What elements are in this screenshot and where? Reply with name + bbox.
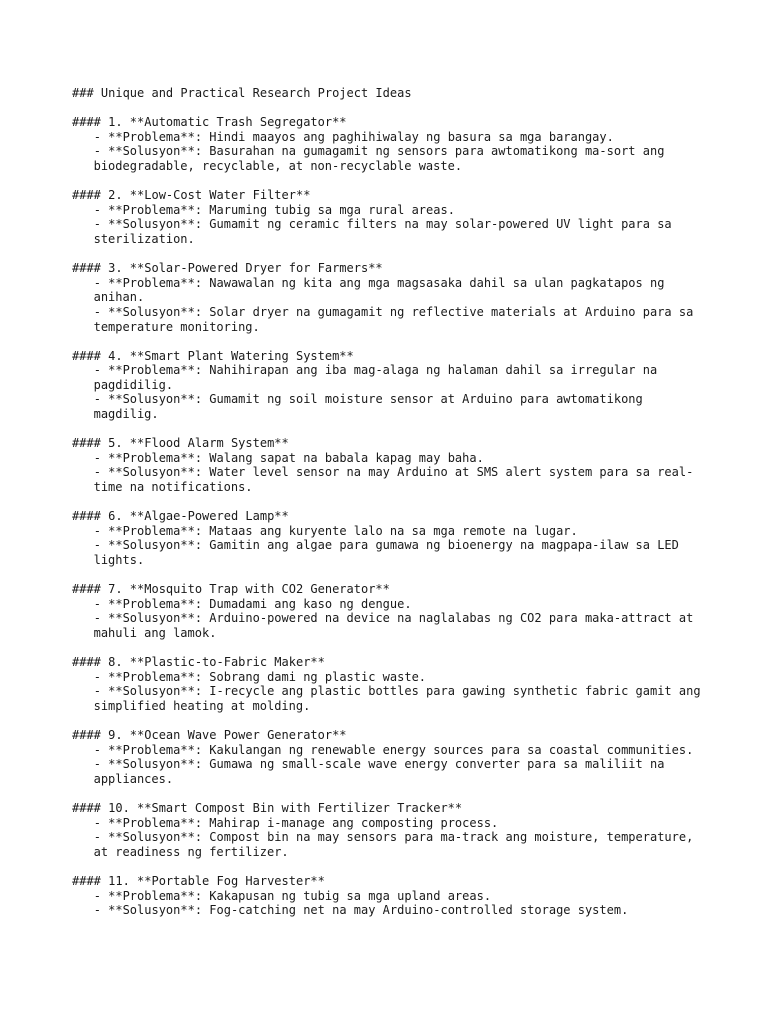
- idea-title: #### 7. **Mosquito Trap with CO2 Generator**: [72, 582, 390, 597]
- idea-title: #### 2. **Low-Cost Water Filter**: [72, 188, 311, 203]
- problema-bullet: - **Problema**: Mahirap i-manage ang composting process.: [93, 815, 499, 830]
- idea-9: [72, 728, 712, 786]
- idea-10: [72, 801, 712, 859]
- idea-title: #### 5. **Flood Alarm System**: [72, 436, 289, 451]
- idea-1: [72, 115, 712, 173]
- solusyon-bullet: - **Solusyon**: Water level sensor na may Arduino at SMS alert system para sa real-time na notifications.: [93, 465, 694, 495]
- solusyon-bullet: - **Solusyon**: I-recycle ang plastic bottles para gawing synthetic fabric gamit ang simplified heating at molding.: [93, 684, 708, 713]
- idea-6: [72, 509, 712, 567]
- problema-bullet: - **Problema**: Sobrang dami ng plastic waste.: [93, 669, 427, 684]
- idea-title: #### 10. **Smart Compost Bin with Fertilizer Tracker**: [72, 801, 463, 816]
- idea-title: #### 11. **Portable Fog Harvester**: [72, 874, 325, 889]
- solusyon-bullet: - **Solusyon**: Basurahan na gumagamit ng sensors para awtomatikong ma-sort ang biodegradable, recyclable, at non-recyclable waste.: [93, 144, 672, 173]
- idea-title: #### 8. **Plastic-to-Fabric Maker**: [72, 655, 325, 670]
- solusyon-bullet: - **Solusyon**: Fog-catching net na may Arduino-controlled storage system.: [93, 903, 629, 918]
- problema-bullet: - **Problema**: Hindi maayos ang paghihiwalay ng basura sa mga barangay.: [93, 129, 614, 144]
- problema-bullet: - **Problema**: Mataas ang kuryente lalo na sa mga remote na lugar.: [93, 523, 578, 538]
- idea-8: [72, 655, 712, 713]
- problema-bullet: - **Problema**: Nahihirapan ang iba mag-alaga ng halaman dahil sa irregular na pagdidilig.: [93, 363, 665, 392]
- idea-title: #### 1. **Automatic Trash Segregator**: [72, 115, 347, 130]
- idea-title: #### 9. **Ocean Wave Power Generator**: [72, 728, 347, 743]
- problema-bullet: - **Problema**: Walang sapat na babala kapag may baha.: [93, 450, 484, 465]
- problema-bullet: - **Problema**: Kakapusan ng tubig sa mga upland areas.: [93, 888, 492, 903]
- idea-2: [72, 188, 712, 246]
- solusyon-bullet: - **Solusyon**: Arduino-powered na device na naglalabas ng CO2 para maka-attract at mahuli ang lamok.: [93, 611, 701, 640]
- idea-7: [72, 582, 712, 640]
- solusyon-bullet: - **Solusyon**: Compost bin na may sensors para ma-track ang moisture, temperature, at readiness ng fertilizer.: [93, 830, 701, 859]
- solusyon-bullet: - **Solusyon**: Gumamit ng ceramic filters na may solar-powered UV light para sa sterilization.: [93, 217, 679, 246]
- idea-title: #### 3. **Solar-Powered Dryer for Farmers**: [72, 261, 383, 276]
- idea-title: #### 6. **Algae-Powered Lamp**: [72, 509, 289, 524]
- solusyon-bullet: - **Solusyon**: Gamitin ang algae para gumawa ng bioenergy na magpapa-ilaw sa LED lights.: [93, 538, 687, 567]
- document-page: [72, 86, 712, 932]
- problema-bullet: - **Problema**: Maruming tubig sa mga rural areas.: [93, 202, 455, 217]
- solusyon-bullet: - **Solusyon**: Gumamit ng soil moisture sensor at Arduino para awtomatikong magdilig.: [93, 392, 650, 422]
- idea-title: #### 4. **Smart Plant Watering System**: [72, 348, 354, 363]
- problema-bullet: - **Problema**: Nawawalan ng kita ang mga magsasaka dahil sa ulan pagkatapos ng anihan.: [93, 275, 672, 305]
- idea-11: [72, 874, 712, 918]
- solusyon-bullet: - **Solusyon**: Solar dryer na gumagamit ng reflective materials at Arduino para sa temperature monitoring.: [93, 304, 701, 334]
- idea-5: [72, 436, 712, 494]
- idea-4: [72, 349, 712, 422]
- idea-3: [72, 261, 712, 334]
- problema-bullet: - **Problema**: Dumadami ang kaso ng dengue.: [93, 596, 412, 611]
- solusyon-bullet: - **Solusyon**: Gumawa ng small-scale wave energy converter para sa maliliit na appliances.: [93, 757, 672, 786]
- problema-bullet: - **Problema**: Kakulangan ng renewable energy sources para sa coastal communities.: [93, 742, 694, 757]
- document-heading: ### Unique and Practical Research Project Ideas: [72, 86, 412, 100]
